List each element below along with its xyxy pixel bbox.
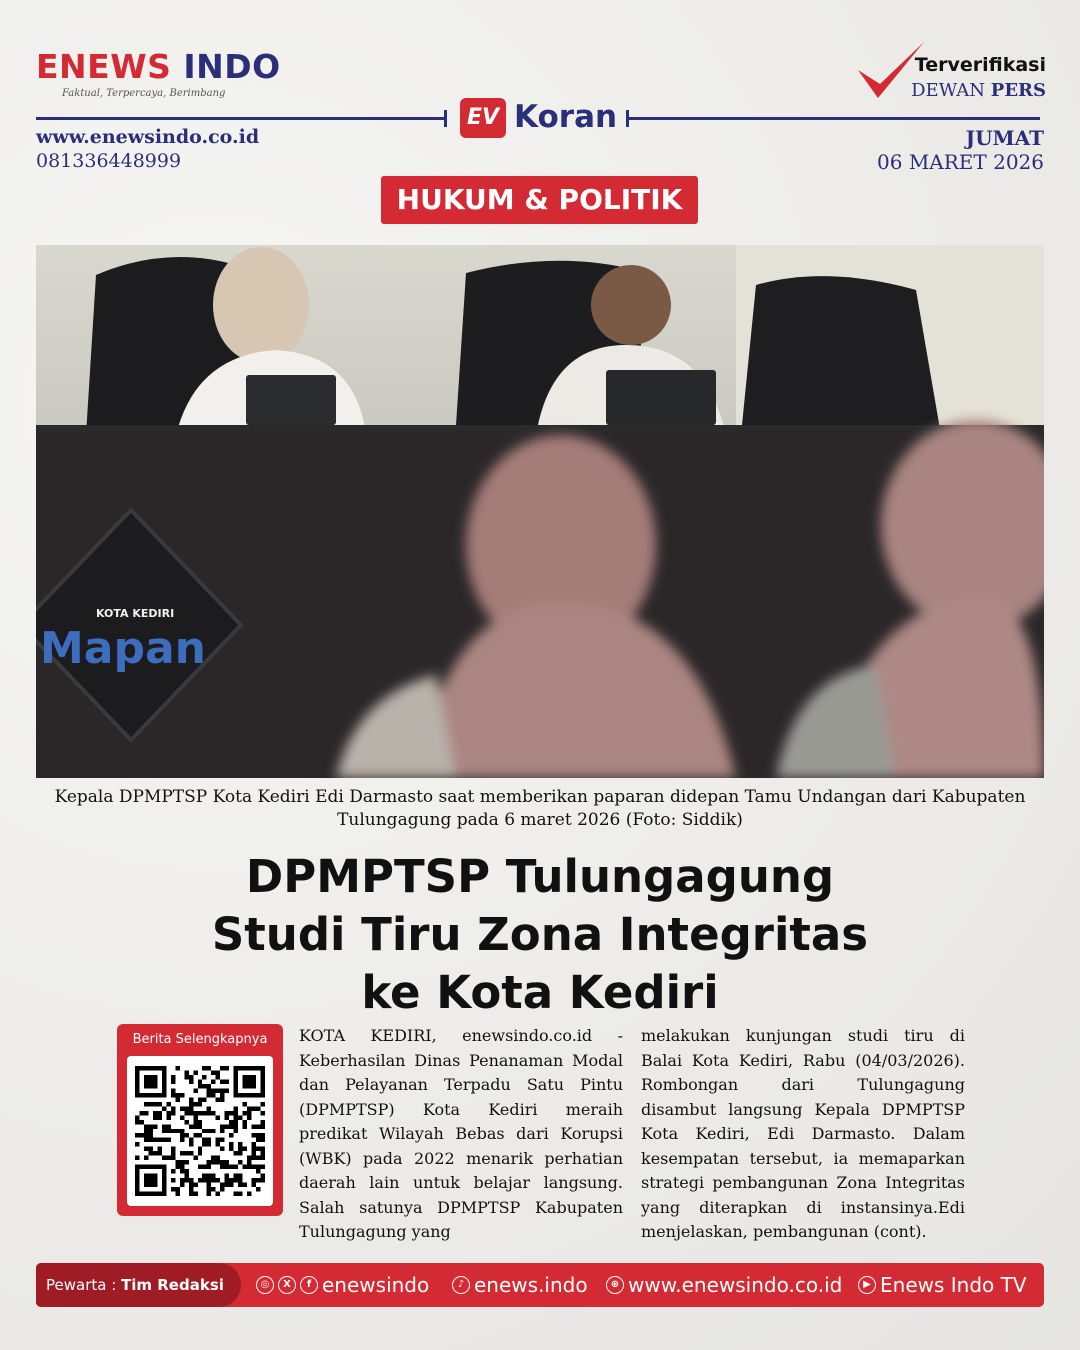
globe-icon: ⊕ — [606, 1276, 624, 1294]
header-rule-cap — [444, 110, 447, 127]
headline-line-3: ke Kota Kediri — [361, 966, 719, 1019]
verified-badge — [856, 40, 1046, 102]
youtube-icon: ▶ — [858, 1276, 876, 1294]
brand-name-part2: INDO — [183, 47, 281, 86]
tiktok-link[interactable]: ♪ enews.indo — [452, 1263, 588, 1307]
youtube-link[interactable]: ▶ Enews Indo TV — [858, 1263, 1027, 1307]
article-body-column-1: KOTA KEDIRI, enewsindo.co.id - Keberhasilan Dinas Penanaman Modal dan Pelayanan Terpadu Satu Pintu (DPMPTSP) Kota Kediri meraih predikat Wilayah Bebas dari Korupsi (WBK) pada 2022 menarik perhatian daerah lain untuk belajar langsung. Salah satunya DPMPTSP Kabupaten Tulungagung yang — [299, 1026, 623, 1241]
x-icon: X — [278, 1276, 296, 1294]
qr-card[interactable] — [117, 1024, 283, 1216]
social-handle-group[interactable] — [256, 1263, 429, 1307]
sign-big-text: Mapan — [40, 623, 206, 674]
header-website[interactable]: www.enewsindo.co.id — [36, 126, 260, 148]
header-rule-right — [628, 117, 1040, 120]
facebook-icon: f — [300, 1276, 318, 1294]
header-rule-left — [36, 117, 444, 120]
reporter-name: Tim Redaksi — [121, 1276, 224, 1294]
qr-label: Berita Selengkapnya — [132, 1032, 268, 1047]
headline-line-2: Studi Tiru Zona Integritas — [211, 908, 869, 961]
footer-bar — [36, 1263, 1044, 1307]
social-handle: enewsindo — [322, 1273, 430, 1297]
brand-tagline: Faktual, Terpercaya, Berimbang — [62, 88, 226, 99]
reporter-credit: Pewarta : Tim Redaksi — [36, 1263, 241, 1307]
tiktok-icon: ♪ — [452, 1276, 470, 1294]
brand-logo — [36, 47, 281, 86]
brand-name-part1: ENEWS — [36, 47, 184, 86]
press-council-text: DEWAN PERS — [911, 80, 1046, 101]
instagram-icon: ◎ — [256, 1276, 274, 1294]
website-link[interactable]: ⊕ www.enewsindo.co.id — [606, 1263, 842, 1307]
category-badge: HUKUM & POLITIK — [381, 176, 698, 224]
photo-caption: Kepala DPMPTSP Kota Kediri Edi Darmasto saat memberikan paparan didepan Tamu Undangan dari Kabupaten Tulungagung pada 6 maret 2026 (Foto: Siddik) — [54, 787, 1026, 830]
issue-day: JUMAT — [965, 126, 1044, 150]
header-phone: 081336448999 — [36, 150, 182, 172]
edition-name: Koran — [514, 99, 618, 135]
news-photo — [36, 245, 1044, 778]
article-headline — [60, 848, 1020, 1022]
sign-small-text: KOTA KEDIRI — [96, 607, 175, 620]
verified-text: Terverifikasi — [914, 54, 1046, 76]
edition-logo-icon: EV — [460, 98, 506, 138]
issue-date: 06 MARET 2026 — [877, 150, 1044, 174]
qr-code[interactable] — [127, 1056, 273, 1206]
article-body-column-2: melakukan kunjungan studi tiru di Balai Kota Kediri, Rabu (04/03/2026). Rombongan dari Tulungagung disambut langsung Kepala DPMPTSP Kota Kediri, Edi Darmasto. Dalam kesempatan tersebut, ia memaparkan strategi pembangunan Zona Integritas yang diterapkan di instansinya.Edi menjelaskan, pembangunan (cont). — [641, 1026, 965, 1241]
headline-line-1: DPMPTSP Tulungagung — [245, 850, 835, 903]
